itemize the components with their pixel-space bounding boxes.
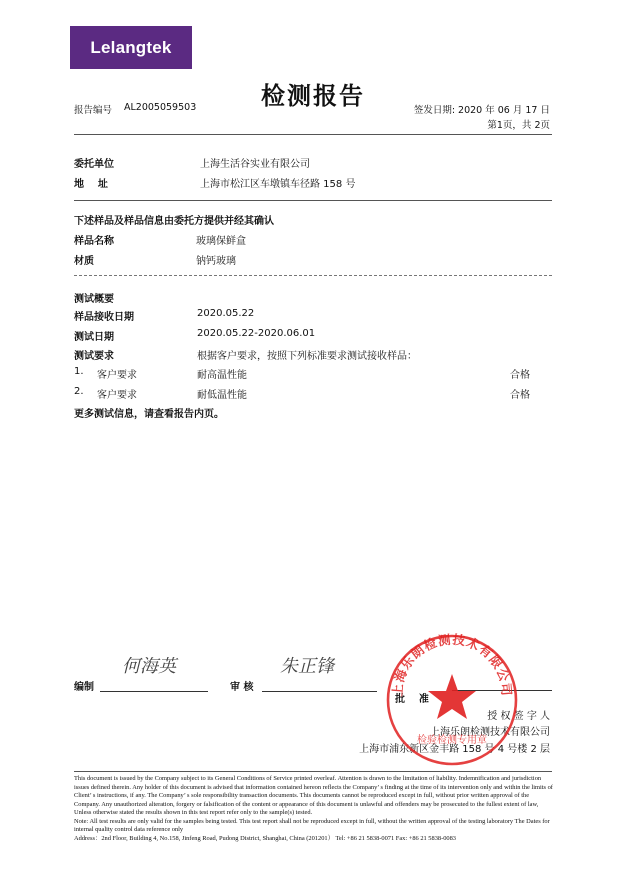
test-dates-label: 测试日期 <box>74 332 114 343</box>
client-value: 上海生活谷实业有限公司 <box>200 159 310 170</box>
sample-divider <box>74 275 552 276</box>
test-item-2-result: 合格 <box>510 390 530 401</box>
compiled-signature: 何海英 <box>122 656 176 677</box>
report-number-label: 报告编号 <box>74 105 113 116</box>
test-item-2-name: 耐低温性能 <box>197 390 247 401</box>
reviewed-signature: 朱正锋 <box>280 656 334 677</box>
authorized-signatory: 授 权 签 字 人 <box>487 711 550 722</box>
sample-name-label: 样品名称 <box>74 236 114 247</box>
received-date: 2020.05.22 <box>197 308 255 319</box>
stamp-star-icon <box>428 674 476 719</box>
test-item-2-no: 2. <box>74 386 84 397</box>
company-name: 上海乐朗检测技术有限公司 <box>430 727 550 738</box>
report-number: AL2005059503 <box>124 102 197 113</box>
compiled-signature-line <box>100 691 208 692</box>
address-label: 地 址 <box>74 179 108 190</box>
client-address: 上海市松江区车墩镇车径路 158 号 <box>200 179 356 190</box>
logo-prefix: Lelang <box>90 37 147 57</box>
more-info-note: 更多测试信息，请查看报告内页。 <box>74 409 224 420</box>
test-item-1-name: 耐高温性能 <box>197 370 247 381</box>
test-item-1-no: 1. <box>74 366 84 377</box>
company-address: 上海市浦东新区金丰路 158 号 4 号楼 2 层 <box>359 744 550 755</box>
logo-suffix: tek <box>146 37 172 57</box>
sample-material: 钠钙玻璃 <box>196 256 236 267</box>
official-seal-stamp <box>382 630 522 770</box>
test-dates: 2020.05.22-2020.06.01 <box>197 328 316 339</box>
sample-material-label: 材质 <box>74 256 94 267</box>
issue-date: 签发日期: 2020 年 06 月 17 日 <box>413 105 550 116</box>
test-item-1-result: 合格 <box>510 370 530 381</box>
lelangtek-logo <box>70 26 192 69</box>
report-title: 检测报告 <box>261 82 365 110</box>
sample-heading: 下述样品及样品信息由委托方提供并经其确认 <box>74 216 274 227</box>
test-heading: 测试概要 <box>74 294 114 305</box>
approved-label: 批 准 <box>395 694 429 705</box>
received-date-label: 样品接收日期 <box>74 312 134 323</box>
reviewed-label: 审 核 <box>230 682 254 693</box>
test-item-2-type: 客户要求 <box>97 390 137 401</box>
client-divider <box>74 200 552 201</box>
footer-address: Address：2nd Floor, Building 4, No.158, Jinfeng Road, Pudong District, Shanghai, China (201201） Tel: +86 21 5838-0071 Fax: +86 21 5838-0083 <box>74 834 456 842</box>
compiled-label: 编制 <box>74 682 94 693</box>
test-requirement: 根据客户要求，按照下列标准要求测试接收样品： <box>197 351 417 362</box>
stamp-subtext: 检验检测专用章 <box>417 735 487 746</box>
footer-paragraph-2: Note: All test results are only valid for the samples being tested. This test report shall not be reproduced except in full, without the written approval of the testing laboratory The Dates for internal quality control data reference only <box>74 817 550 833</box>
footer-disclaimer <box>74 775 556 843</box>
client-label: 委托单位 <box>74 159 114 170</box>
sample-name: 玻璃保鲜盒 <box>196 236 246 247</box>
header-divider <box>74 134 552 135</box>
test-item-1-type: 客户要求 <box>97 370 137 381</box>
stamp-text: 上海乐朗检测技术有限公司 <box>389 631 515 698</box>
reviewed-signature-line <box>262 691 377 692</box>
footer-divider <box>74 771 552 772</box>
page-info: 第1页，共 2页 <box>487 120 550 131</box>
footer-paragraph-1: This document is issued by the Company subject to its General Conditions of Service printed overleaf. Attention is drawn to the limitation of liability. Indemnification and jurisdiction issues defined therein. Any holder of this document is advised that information contained hereon reflects the Company’ s finding at the time of its intervention only and within the limits of Client’ s instructions, if any. The Company’ s sole responsibility transaction documents. This documents cannot be reproduced except in full, without prior written approval of the Company. Any unauthorized alteration, forgery or falsification of the content or appearance of this document is unlawful and offenders may be prosecuted to the fullest extent of law, Unless otherwise stated the results shown in this test report refer only to the sample(s) tested. <box>74 775 553 816</box>
test-requirement-label: 测试要求 <box>74 351 114 362</box>
